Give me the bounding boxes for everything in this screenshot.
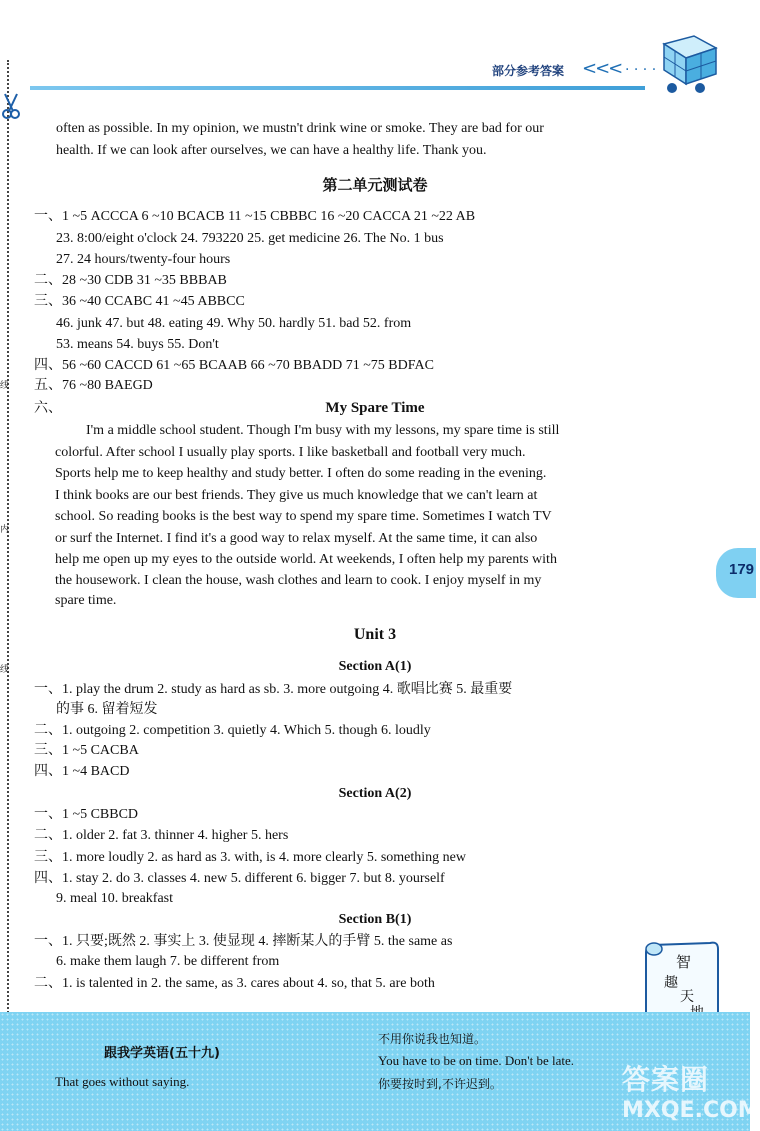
answer-line: 一、1 ~5 ACCCA 6 ~10 BCACB 11 ~15 CBBBC 16 ~20 CACCA 21 ~22 AB <box>34 209 476 224</box>
essay-label: 六、 <box>34 401 62 416</box>
essay-line: help me open up my eyes to the outside world. At weekends, I often help my parents with <box>55 552 557 567</box>
essay-line: colorful. After school I usually play sports. I like basketball and football very much. <box>55 445 526 460</box>
page-header-title: 部分参考答案 <box>492 64 565 78</box>
answer-line: 二、1. outgoing 2. competition 3. quietly 4. Which 5. though 6. loudly <box>34 723 431 738</box>
footer-en-line: You have to be on time. Don't be late. <box>378 1053 574 1068</box>
answer-line: 三、36 ~40 CCABC 41 ~45 ABBCC <box>34 294 245 309</box>
answer-line: 四、1 ~4 BACD <box>34 764 130 779</box>
unit-title: Unit 3 <box>353 626 397 643</box>
margin-label: 内 <box>0 525 10 535</box>
header-rule <box>30 86 645 90</box>
scroll-char: 天 <box>680 989 694 1005</box>
essay-line: the housework. I clean the house, wash clothes and learn to cook. I enjoy myself in my <box>55 573 542 588</box>
answer-line: 二、1. is talented in 2. the same, as 3. cares about 4. so, that 5. are both <box>34 976 435 991</box>
text-line: health. If we can look after ourselves, we can have a healthy life. Thank you. <box>56 143 487 158</box>
essay-line: Sports help me to keep healthy and study better. I often do some reading in the evening. <box>55 466 547 481</box>
section-title: Section A(2) <box>338 786 412 801</box>
text-line: often as possible. In my opinion, we mustn't drink wine or smoke. They are bad for our <box>56 121 544 136</box>
cube-cart-icon <box>650 30 726 94</box>
scroll-char: 智 <box>676 953 692 971</box>
test-title: 第二单元测试卷 <box>322 176 428 194</box>
answer-line: 27. 24 hours/twenty-four hours <box>56 252 231 267</box>
cut-line <box>7 60 9 1020</box>
footer-cn-line2: 你要按时到,不许迟到。 <box>378 1077 502 1091</box>
essay-line: or surf the Internet. I find it's a good way to relax myself. At the same time, it can also <box>55 531 538 546</box>
page-number-tab <box>716 548 756 598</box>
scroll-char: 趣 <box>664 975 678 991</box>
essay-line: I'm a middle school student. Though I'm busy with my lessons, my spare time is still <box>86 423 560 438</box>
dots-decoration: · · · · <box>625 62 657 78</box>
margin-label: 线 <box>0 665 10 675</box>
answer-line: 6. make them laugh 7. be different from <box>56 954 280 969</box>
essay-line: school. So reading books is the best way to spend my spare time. Sometimes I watch TV <box>55 509 552 524</box>
page-number: 179 <box>729 561 755 578</box>
answer-line: 四、56 ~60 CACCD 61 ~65 BCAAB 66 ~70 BBADD 71 ~75 BDFAC <box>34 358 434 373</box>
essay-line: spare time. <box>55 593 117 608</box>
margin-label: 线 <box>0 381 10 391</box>
answer-line: 二、1. older 2. fat 3. thinner 4. higher 5. hers <box>34 828 289 843</box>
answer-line: 三、1 ~5 CACBA <box>34 743 139 758</box>
answer-line: 53. means 54. buys 55. Don't <box>56 337 219 352</box>
answer-line: 三、1. more loudly 2. as hard as 3. with, is 4. more clearly 5. something new <box>34 850 466 865</box>
answer-line: 的事 6. 留着短发 <box>56 702 158 717</box>
answer-line: 23. 8:00/eight o'clock 24. 793220 25. get medicine 26. The No. 1 bus <box>56 231 444 246</box>
answer-line: 一、1 ~5 CBBCD <box>34 807 139 822</box>
answer-line: 一、1. play the drum 2. study as hard as sb. 3. more outgoing 4. 歌唱比赛 5. 最重要 <box>34 682 513 697</box>
answer-line: 一、1. 只要;既然 2. 事实上 3. 使显现 4. 摔断某人的手臂 5. the same as <box>34 934 453 949</box>
essay-title: My Spare Time <box>325 400 425 416</box>
answer-line: 46. junk 47. but 48. eating 49. Why 50. hardly 51. bad 52. from <box>56 316 412 331</box>
watermark-logo: 答案圈 <box>622 1063 710 1096</box>
section-title: Section A(1) <box>338 659 412 674</box>
answer-line: 五、76 ~80 BAEGD <box>34 378 153 393</box>
chevron-left-icon: <<< <box>582 58 622 79</box>
answer-line: 二、28 ~30 CDB 31 ~35 BBBAB <box>34 273 227 288</box>
essay-line: I think books are our best friends. They give us much knowledge that we can't learn at <box>55 488 538 503</box>
footer-heading: 跟我学英语(五十九) <box>104 1046 220 1061</box>
watermark-url: MXQE.COM <box>622 1098 760 1123</box>
answer-line: 9. meal 10. breakfast <box>56 891 174 906</box>
section-title: Section B(1) <box>338 912 412 927</box>
footer-cn-line1: 不用你说我也知道。 <box>378 1032 487 1046</box>
answer-line: 四、1. stay 2. do 3. classes 4. new 5. different 6. bigger 7. but 8. yourself <box>34 871 445 886</box>
scissors-icon <box>0 92 22 120</box>
footer-idiom-en: That goes without saying. <box>55 1074 190 1089</box>
